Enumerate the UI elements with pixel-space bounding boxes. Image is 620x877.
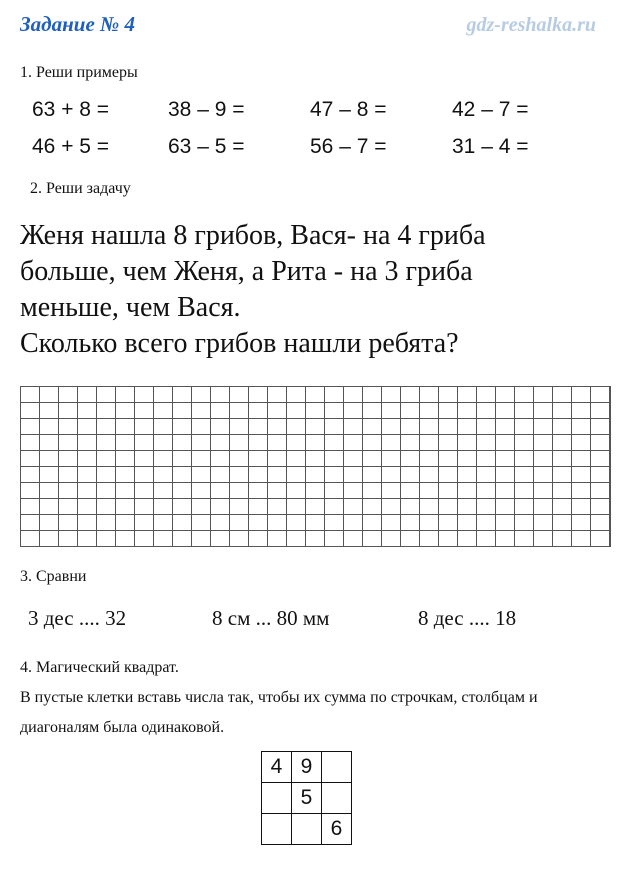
- answer-grid[interactable]: [20, 386, 611, 547]
- word-problem: [20, 218, 620, 362]
- example: 63 – 5 =: [168, 135, 245, 158]
- compare-item: 8 дес .... 18: [418, 606, 517, 630]
- magic-cell[interactable]: [262, 783, 292, 814]
- magic-cell: 6: [322, 814, 352, 845]
- example: 42 – 7 =: [452, 98, 529, 121]
- compare-item: 3 дес .... 32: [28, 606, 127, 630]
- problem-line: больше, чем Женя, а Рита - на 3 гриба: [20, 256, 473, 287]
- example: 46 + 5 =: [32, 135, 110, 158]
- magic-cell: 9: [292, 752, 322, 783]
- example: 38 – 9 =: [168, 98, 245, 121]
- problem-line: Сколько всего грибов нашли ребята?: [20, 328, 459, 359]
- problem-line: меньше, чем Вася.: [20, 292, 241, 323]
- example: 31 – 4 =: [452, 135, 529, 158]
- problem-line: Женя нашла 8 грибов, Вася- на 4 гриба: [20, 220, 486, 251]
- example: 63 + 8 =: [32, 98, 110, 121]
- task3-label: 3. Сравни: [20, 568, 87, 585]
- magic-cell[interactable]: [292, 814, 322, 845]
- magic-cell[interactable]: [322, 752, 352, 783]
- watermark: gdz-reshalka.ru: [466, 14, 596, 36]
- task4-instructions: В пустые клетки вставь числа так, чтобы их сумма по строчкам, столбцам и диагоналям была одинаковой.: [20, 689, 538, 736]
- task4-label: 4. Магический квадрат.: [20, 659, 179, 676]
- magic-square: [261, 751, 352, 845]
- task2-label: 2. Реши задачу: [30, 180, 131, 197]
- magic-cell[interactable]: [262, 814, 292, 845]
- example: 47 – 8 =: [310, 98, 387, 121]
- example: 56 – 7 =: [310, 135, 387, 158]
- magic-cell: 5: [292, 783, 322, 814]
- magic-cell[interactable]: [322, 783, 352, 814]
- compare-item: 8 см ... 80 мм: [212, 606, 330, 630]
- magic-cell: 4: [262, 752, 292, 783]
- page-title: Задание № 4: [20, 12, 135, 36]
- task1-label: 1. Реши примеры: [20, 64, 138, 81]
